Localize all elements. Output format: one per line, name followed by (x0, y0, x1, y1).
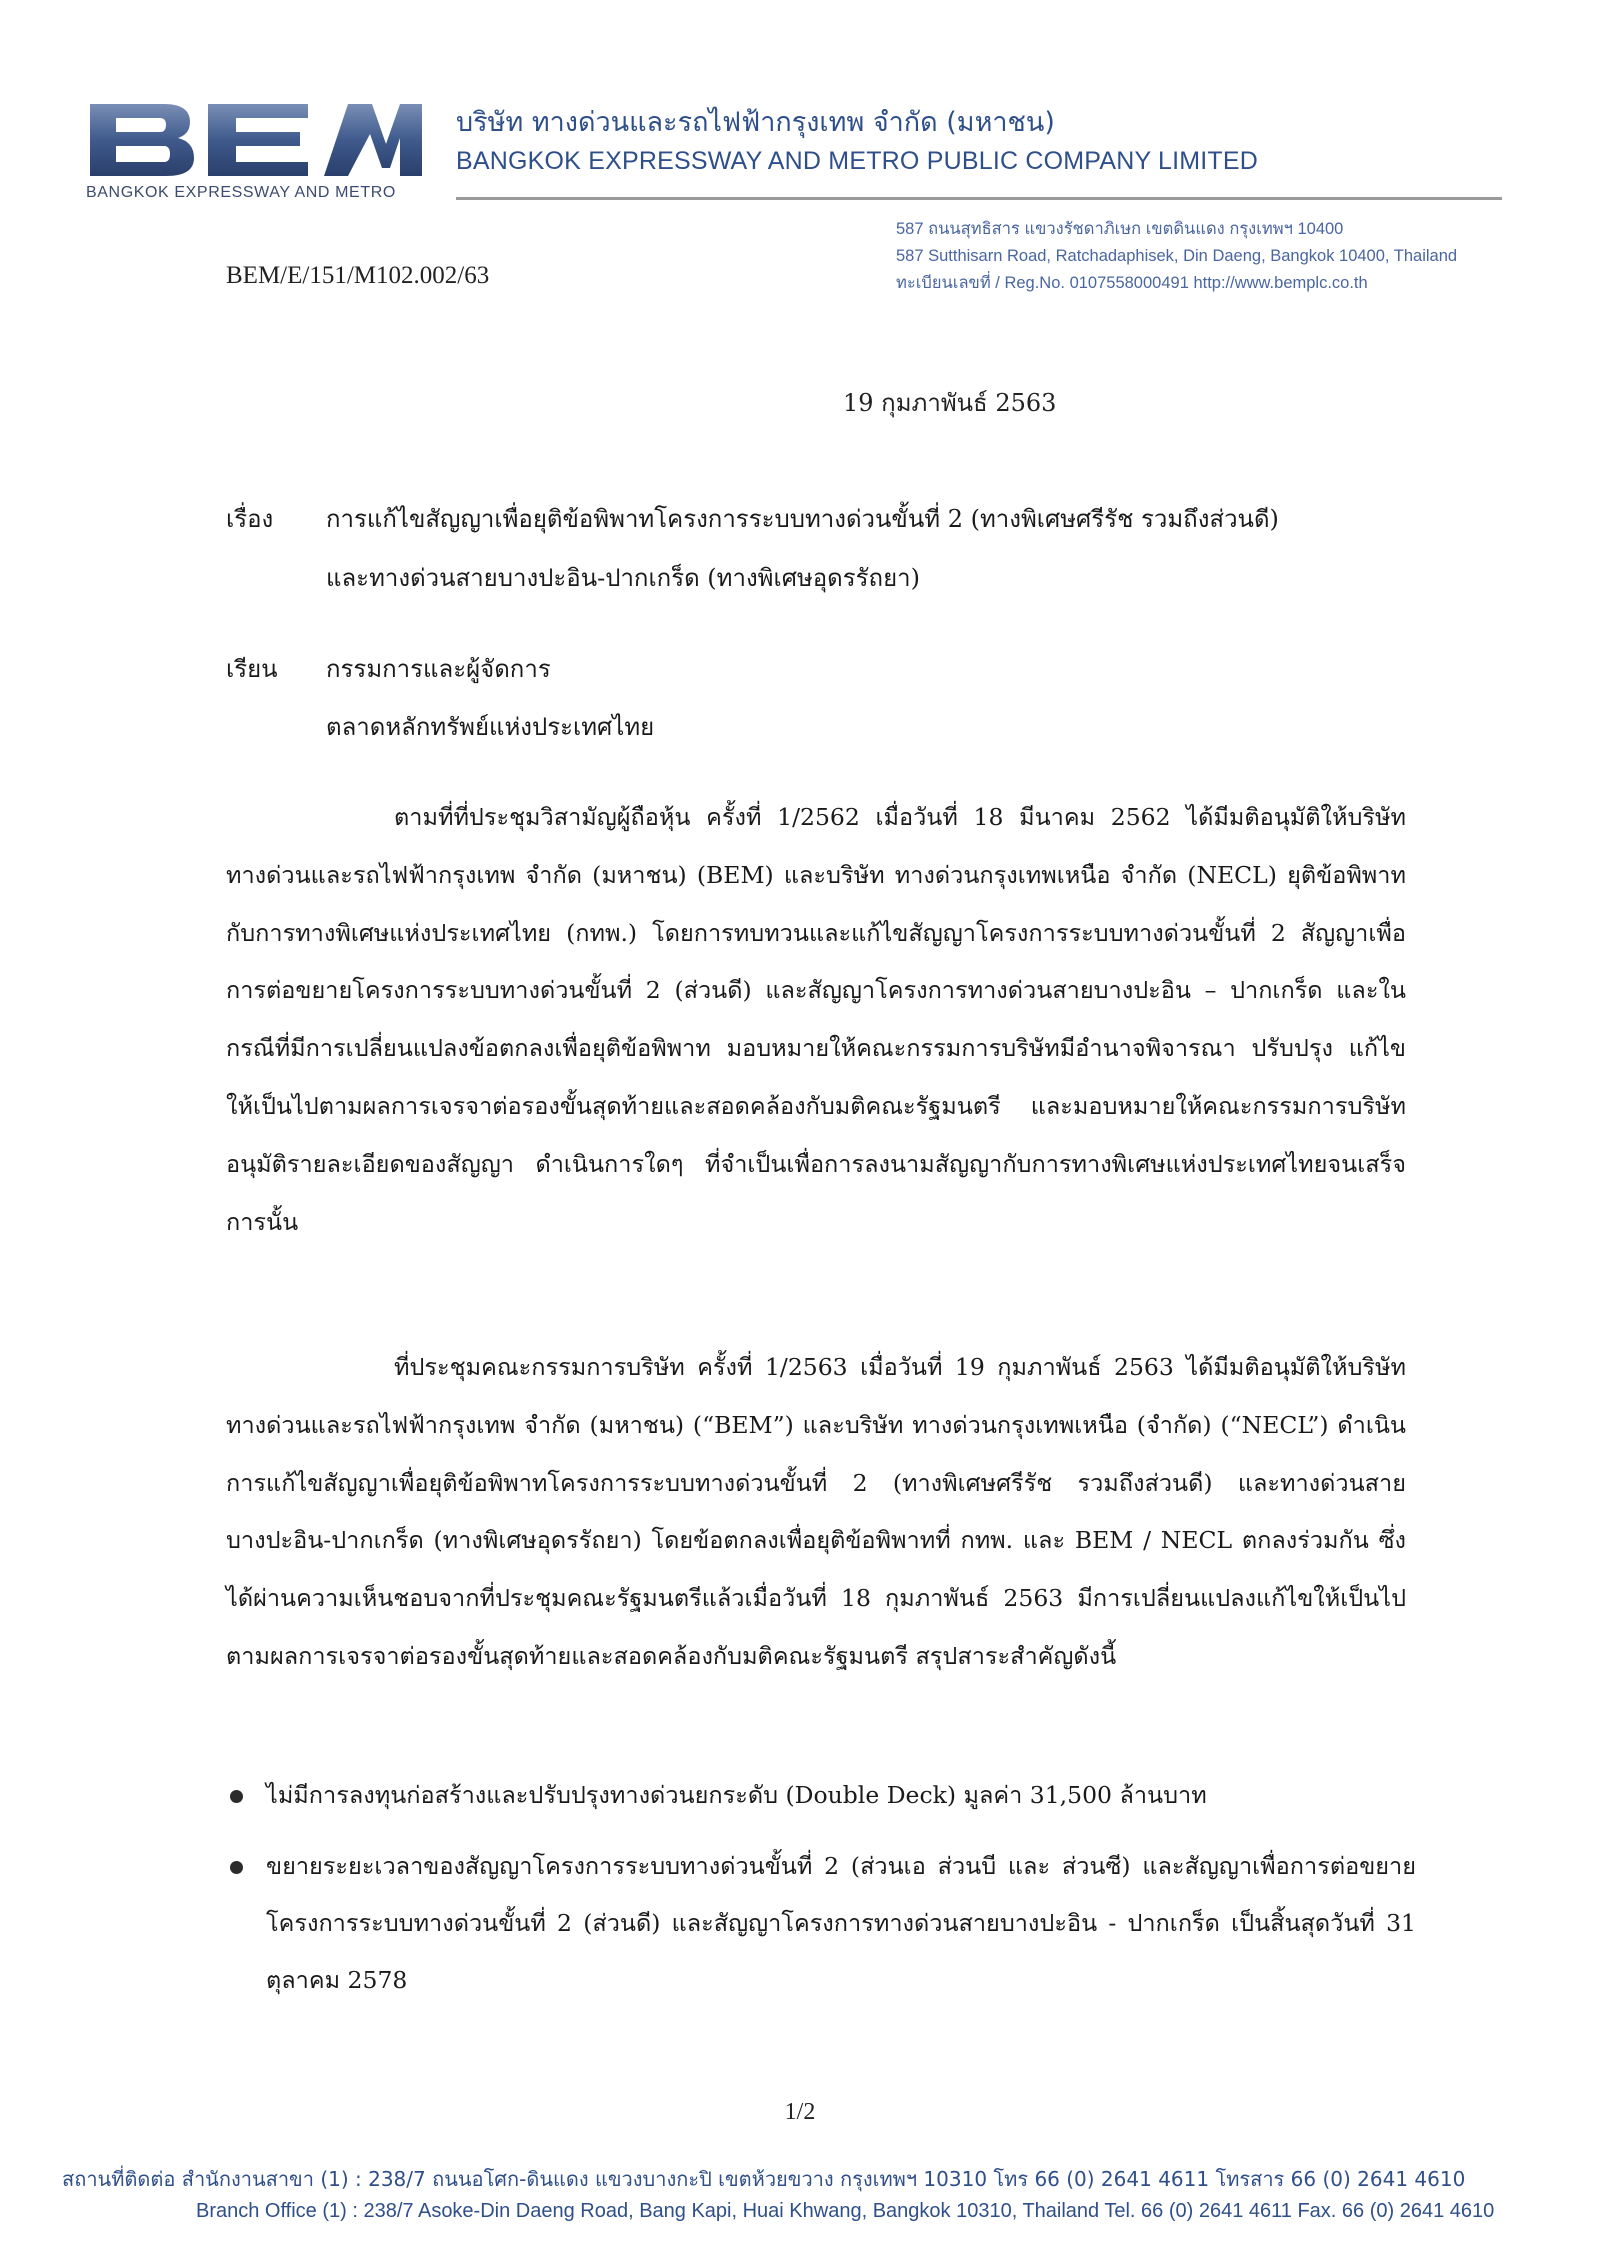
summary-item (226, 1767, 1416, 1824)
header-divider (456, 197, 1502, 200)
bullet-icon (230, 1861, 243, 1874)
summary-item (226, 1838, 1416, 2009)
addressee-label: เรียน (226, 655, 278, 683)
address-thai: 587 ถนนสุทธิสาร แขวงรัชดาภิเษก เขตดินแดง กรุงเทพฯ 10400 (896, 220, 1344, 238)
bem-logo-mark (86, 100, 426, 180)
letter-date: 19 กุมภาพันธ์ 2563 (843, 389, 1057, 417)
company-address (896, 216, 1457, 297)
summary-item-text: ขยายระยะเวลาของสัญญาโครงการระบบทางด่วนขั้นที่ 2 (ส่วนเอ ส่วนบี และ ส่วนซี) และสัญญาเพื่อการต่อขยายโครงการระบบทางด่วนขั้นที่ 2 (ส่วนดี) และสัญญาโครงการทางด่วนสายบางปะอิน - ปากเกร็ด เป็นสิ้นสุดวันที่ 31 ตุลาคม 2578 (266, 1852, 1416, 1994)
company-name-english: BANGKOK EXPRESSWAY AND METRO PUBLIC COMPANY LIMITED (456, 147, 1259, 175)
reference-number: BEM/E/151/M102.002/63 (226, 262, 490, 289)
company-logo (86, 100, 426, 210)
registration-line: ทะเบียนเลขที่ / Reg.No. 0107558000491 http://www.bemplc.co.th (896, 274, 1368, 292)
logo-subtitle: BANGKOK EXPRESSWAY AND METRO (86, 184, 396, 201)
subject-line-1: การแก้ไขสัญญาเพื่อยุติข้อพิพาทโครงการระบบทางด่วนขั้นที่ 2 (ทางพิเศษศรีรัช รวมถึงส่วนดี) (326, 505, 1279, 533)
subject-line-2: และทางด่วนสายบางปะอิน-ปากเกร็ด (ทางพิเศษอุดรรัถยา) (326, 564, 920, 592)
summary-list (226, 1767, 1416, 2023)
footer-contact-thai: สถานที่ติดต่อ สำนักงานสาขา (1) : 238/7 ถนนอโศก-ดินแดง แขวงบางกะปิ เขตห้วยขวาง กรุงเทพฯ 10310 โทร 66 (0) 2641 4611 โทรสาร 66 (0) 2641 4610 (62, 2167, 1466, 2191)
address-english: 587 Sutthisarn Road, Ratchadaphisek, Din Daeng, Bangkok 10400, Thailand (896, 247, 1458, 265)
footer-contact-english: Branch Office (1) : 238/7 Asoke-Din Daeng Road, Bang Kapi, Huai Khwang, Bangkok 10310, Thailand Tel. 66 (0) 2641 4611 Fax. 66 (0) 2641 4610 (196, 2200, 1495, 2222)
company-name-thai: บริษัท ทางด่วนและรถไฟฟ้ากรุงเทพ จำกัด (มหาชน) (456, 107, 1055, 138)
bullet-icon (230, 1790, 243, 1803)
page-number: 1/2 (784, 2099, 816, 2125)
addressee-line-2: ตลาดหลักทรัพย์แห่งประเทศไทย (326, 713, 655, 741)
summary-item-text: ไม่มีการลงทุนก่อสร้างและปรับปรุงทางด่วนยกระดับ (Double Deck) มูลค่า 31,500 ล้านบาท (266, 1781, 1207, 1809)
body-paragraph-1: ตามที่ที่ประชุมวิสามัญผู้ถือหุ้น ครั้งที่ 1/2562 เมื่อวันที่ 18 มีนาคม 2562 ได้มีมติอนุมัติให้บริษัท ทางด่วนและรถไฟฟ้ากรุงเทพ จำกัด (มหาชน) (BEM) และบริษัท ทางด่วนกรุงเทพเหนือ จำกัด (NECL) ยุติข้อพิพาทกับการทางพิเศษแห่งประเทศไทย (กทพ.) โดยการทบทวนและแก้ไขสัญญาโครงการระบบทางด่วนขั้นที่ 2 สัญญาเพื่อการต่อขยายโครงการระบบทางด่วนขั้นที่ 2 (ส่วนดี) และสัญญาโครงการทางด่วนสายบางปะอิน – ปากเกร็ด และในกรณีที่มีการเปลี่ยนแปลงข้อตกลงเพื่อยุติข้อพิพาท มอบหมายให้คณะกรรมการบริษัทมีอำนาจพิจารณา ปรับปรุง แก้ไขให้เป็นไปตามผลการเจรจาต่อรองขั้นสุดท้ายและสอดคล้องกับมติคณะรัฐมนตรี และมอบหมายให้คณะกรรมการบริษัทอนุมัติรายละเอียดของสัญญา ดำเนินการใดๆ ที่จำเป็นเพื่อการลงนามสัญญากับการทางพิเศษแห่งประเทศไทยจนเสร็จการนั้น (226, 803, 1406, 1236)
subject-label: เรื่อง (226, 505, 274, 533)
addressee-line-1: กรรมการและผู้จัดการ (326, 655, 551, 683)
body-paragraph-2: ที่ประชุมคณะกรรมการบริษัท ครั้งที่ 1/2563 เมื่อวันที่ 19 กุมภาพันธ์ 2563 ได้มีมติอนุมัติให้บริษัท ทางด่วนและรถไฟฟ้ากรุงเทพ จำกัด (มหาชน) (“BEM”) และบริษัท ทางด่วนกรุงเทพเหนือ (จำกัด) (“NECL”) ดำเนินการแก้ไขสัญญาเพื่อยุติข้อพิพาทโครงการระบบทางด่วนขั้นที่ 2 (ทางพิเศษศรีรัช รวมถึงส่วนดี) และทางด่วนสายบางปะอิน-ปากเกร็ด (ทางพิเศษอุดรรัถยา) โดยข้อตกลงเพื่อยุติข้อพิพาทที่ กทพ. และ BEM / NECL ตกลงร่วมกัน ซึ่งได้ผ่านความเห็นชอบจากที่ประชุมคณะรัฐมนตรีแล้วเมื่อวันที่ 18 กุมภาพันธ์ 2563 มีการเปลี่ยนแปลงแก้ไขให้เป็นไปตามผลการเจรจาต่อรองขั้นสุดท้ายและสอดคล้องกับมติคณะรัฐมนตรี สรุปสาระสำคัญดังนี้ (226, 1353, 1406, 1670)
